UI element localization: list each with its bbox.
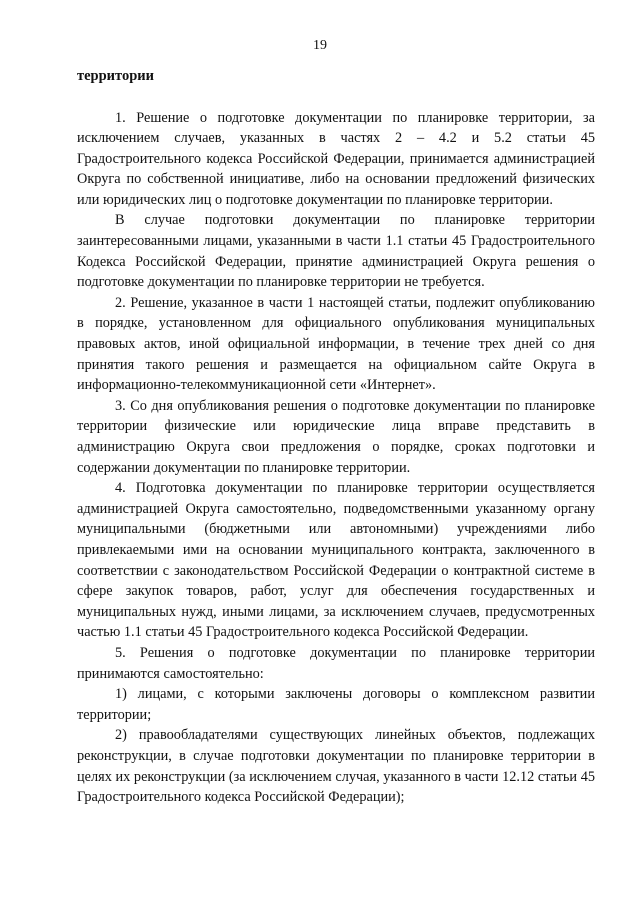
paragraph-5-item-1: 1) лицами, с которыми заключены договоры о комплексном развитии территории; bbox=[77, 686, 595, 723]
page-number: 19 bbox=[313, 38, 327, 53]
paragraph-1: 1. Решение о подготовке документации по планировке территории, за исключением случаев, указанных в частях 2 – 4.2 и 5.2 статьи 45 Градостроительного кодекса Российской Федерации, принимается администрацией Округа по собственной инициативе, либо на основании предложений физических или юридических лиц о подготовке документации по планировке территории. bbox=[77, 109, 595, 208]
document-body bbox=[77, 66, 595, 808]
paragraph-2: 2. Решение, указанное в части 1 настоящей статьи, подлежит опубликованию в порядке, установленном для официального опубликования муниципальных правовых актов, иной официальной информации, в течение трех дней со дня принятия такого решения и размещается на официальном сайте Округа в информационно-телекоммуникационной сети «Интернет». bbox=[77, 294, 595, 394]
paragraph-4: 4. Подготовка документации по планировке территории осуществляется администрацией Округа самостоятельно, подведомственными указанному органу муниципальными (бюджетными или автономными) учреждениями либо привлекаемыми ими на основании муниципального контракта, заключенного в соответствии с законодательством Российской Федерации о контрактной системе в сфере закупок товаров, работ, услуг для обеспечения государственных и муниципальных нужд, иными лицами, за исключением случаев, предусмотренных частью 1.1 статьи 45 Градостроительного кодекса Российской Федерации. bbox=[77, 480, 595, 641]
paragraph-3: 3. Со дня опубликования решения о подготовке документации по планировке территории физические или юридические лица вправе представить в администрацию Округа свои предложения о порядке, сроках подготовки и содержании документации по планировке территории. bbox=[77, 397, 595, 476]
paragraph-1-note: В случае подготовки документации по планировке территории заинтересованными лицами, указанными в части 1.1 статьи 45 Градостроительного Кодекса Российской Федерации, принятие администрацией Округа решения о подготовке документации по планировке территории не требуется. bbox=[77, 212, 595, 291]
paragraph-5: 5. Решения о подготовке документации по планировке территории принимаются самостоятельно: bbox=[77, 644, 595, 682]
paragraph-5-item-2: 2) правообладателями существующих линейных объектов, подлежащих реконструкции, в случае подготовки документации по планировке территории в целях их реконструкции (за исключением случая, указанного в части 12.12 статьи 45 Градостроительного кодекса Российской Федерации); bbox=[77, 727, 595, 806]
section-heading: территории bbox=[77, 68, 154, 84]
